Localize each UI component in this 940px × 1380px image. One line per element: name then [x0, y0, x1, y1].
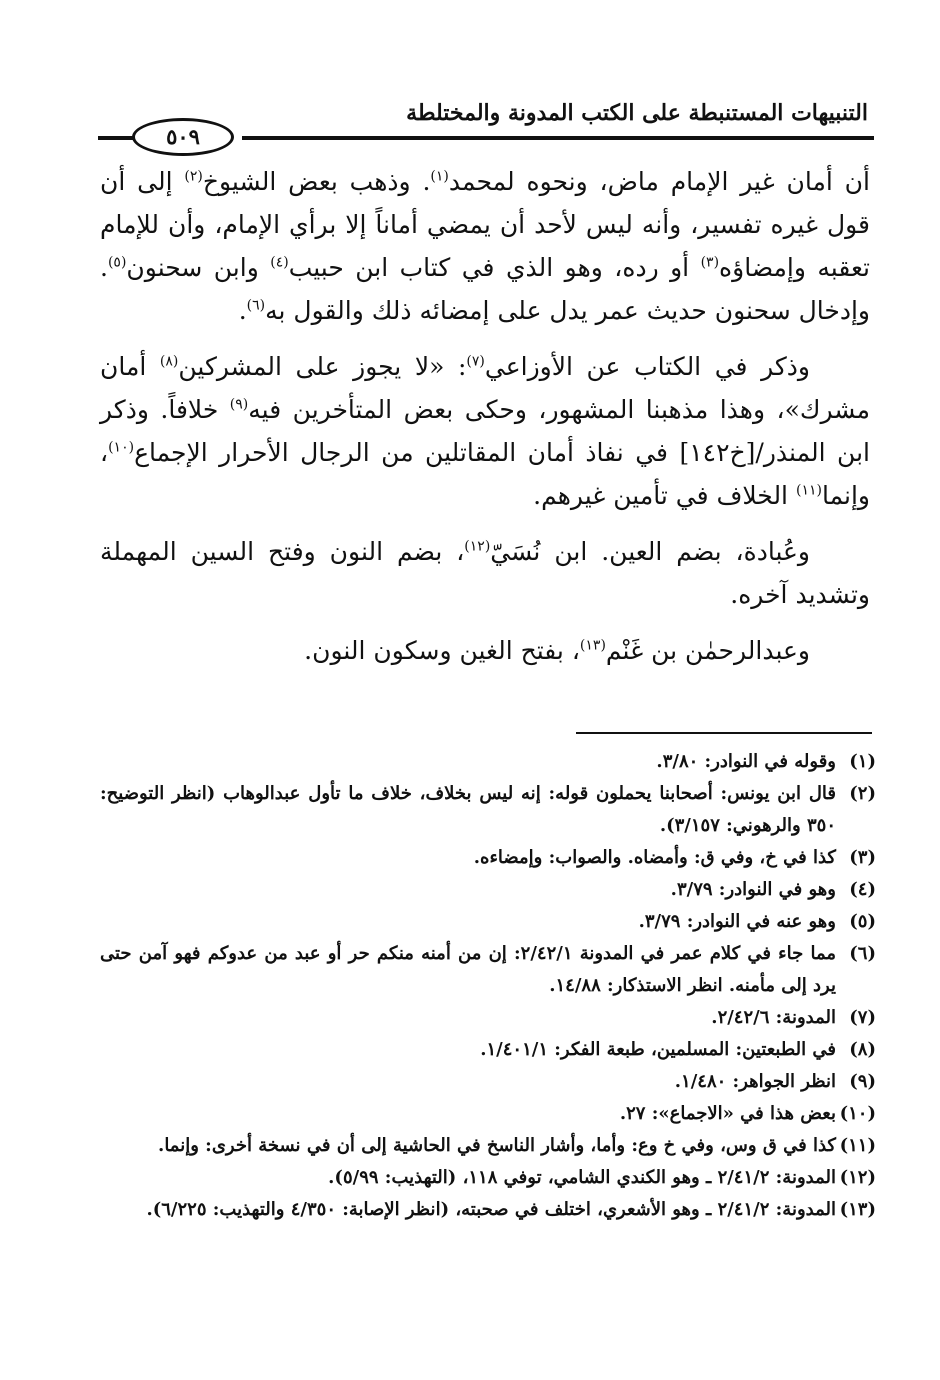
footnote-number: (١) [849, 751, 876, 772]
footnote-marker: (٤) [270, 254, 289, 271]
footnote [100, 778, 876, 842]
footnote-marker: (٢) [184, 168, 203, 185]
footnote-marker: (٧) [466, 353, 485, 370]
body-text-run: إلى أن قول غيره تفسير، وأنه ليس لأحد أن يمضي أماناً إلا برأي الإمام، وأن للإمام تعقبه وإمضاؤه [100, 167, 870, 282]
body-paragraph [100, 345, 870, 517]
footnote-number: (٨) [849, 1039, 876, 1060]
footnote-number: (٤) [849, 879, 876, 900]
body-text-run: أمان مشرك»، وهذا مذهبنا المشهور، وحكى بعض المتأخرين فيه [100, 352, 870, 424]
footnote-text: مما جاء في كلام عمر في المدونة ٢/٤٢/١: إن من أمنه منكم حر أو عبد من عدوكم فهو آمن حتى يرد إلى مأمنه. انظر الاستذكار: ١٤/٨٨. [100, 943, 836, 996]
body-text-run: الخلاف في تأمين غيرهم. [533, 481, 796, 510]
body-paragraph [100, 530, 870, 616]
footnote-number: (٣) [849, 847, 876, 868]
footnotes [100, 746, 876, 1226]
body-text-run: خلافاً. وذكر ابن المنذر/[خ١٤٢] في نفاذ أمان المقاتلين من الرجال الأحرار الإجماع [100, 395, 870, 467]
footnote-marker: (١٢) [464, 538, 491, 555]
footnote-marker: (١٣) [579, 637, 606, 654]
body-text-run: . وإدخال سحنون حديث عمر يدل على إمضائه ذلك والقول به [100, 253, 870, 325]
footnote-text: وهو عنه في النوادر: ٣/٧٩. [638, 911, 836, 932]
footnote [100, 1194, 876, 1226]
footnote-number: (٥) [849, 911, 876, 932]
body-text-run: ، بفتح الغين وسكون النون. [304, 636, 580, 665]
footnote-marker: (٨) [159, 353, 179, 370]
footnote-text: وهو في النوادر: ٣/٧٩. [670, 879, 836, 900]
footnote-text: قال ابن يونس: أصحابنا يحملون قوله: إنه ليس بخلاف، خلاف ما تأول عبدالوهاب (انظر التوضيح: ٣٥٠ والرهوني: ٣/١٥٧). [100, 783, 836, 836]
footnote-marker: (١) [430, 168, 449, 185]
footnote [100, 906, 876, 938]
body-text-run: وابن سحنون [126, 253, 271, 282]
footnote [100, 746, 876, 778]
footnote-text: المدونة: ٢/٤١/٢ ـ وهو الأشعري، اختلف في صحبته، (انظر الإصابة: ٤/٣٥٠ والتهذيب: ٦/٢٢٥). [146, 1199, 836, 1220]
body-text-run: وعبدالرحمٰن بن غَنْم [605, 636, 810, 665]
footnote-text: كذا في خ، وفي ق: وأمضاه. والصواب: وإمضاءه. [473, 847, 836, 868]
footnote-marker: (١٠) [108, 439, 135, 456]
footnote-text: المدونة: ٢/٤١/٢ ـ وهو الكندي الشامي، توفي ١١٨، (التهذيب: ٥/٩٩). [328, 1167, 836, 1188]
footnote-marker: (٣) [700, 254, 720, 271]
footnote-text: في الطبعتين: المسلمين، طبعة الفكر: ١/٤٠١/١. [480, 1039, 836, 1060]
footnote-number: (٧) [849, 1007, 876, 1028]
footnote-number: (٩) [849, 1071, 876, 1092]
footnote-divider [576, 732, 872, 734]
body-text-run: ، وإنما [100, 438, 870, 510]
footnote-marker: (٥) [107, 254, 127, 271]
header-rule-right [242, 136, 874, 140]
footnote [100, 1002, 876, 1034]
body-text-run: . وذهب بعض الشيوخ [202, 167, 431, 196]
footnote-marker: (٩) [229, 396, 249, 413]
main-text [100, 160, 870, 685]
footnote-text: بعض هذا في «الاجماع»: ٢٧. [619, 1103, 836, 1124]
footnote [100, 1130, 876, 1162]
body-paragraph [100, 629, 870, 672]
footnote-text: وقوله في النوادر: ٣/٨٠. [656, 751, 836, 772]
footnote [100, 1162, 876, 1194]
body-text-run: أن أمان غير الإمام ماض، ونحوه لمحمد [448, 167, 870, 196]
page-number: ٥٠٩ [132, 118, 234, 156]
body-paragraph [100, 160, 870, 332]
footnote-number: (١٢) [839, 1167, 876, 1188]
body-text-run: . [238, 296, 247, 325]
footnote-text: انظر الجواهر: ١/٤٨٠. [674, 1071, 836, 1092]
footnote [100, 874, 876, 906]
footnote-number: (٦) [849, 943, 876, 964]
footnote [100, 1066, 876, 1098]
body-text-run: أو رده، وهو الذي في كتاب ابن حبيب [288, 253, 701, 282]
running-title: التنبيهات المستنبطة على الكتب المدونة والمختلطة [406, 100, 868, 126]
footnote-number: (١٣) [839, 1199, 876, 1220]
footnote [100, 1098, 876, 1130]
footnote-text: كذا في ق وس، وفي خ وع: وأما، وأشار الناسخ في الحاشية إلى أن في نسخة أخرى: وإنما. [158, 1135, 836, 1156]
footnote-marker: (٦) [246, 297, 266, 314]
body-text-run: ، بضم النون وفتح السين المهملة وتشديد آخره. [100, 537, 870, 609]
footnote-text: المدونة: ٢/٤٢/٦. [711, 1007, 836, 1028]
footnote-number: (٢) [849, 783, 876, 804]
header-rule-left [98, 136, 134, 140]
body-text-run: وذكر في الكتاب عن الأوزاعي [484, 352, 810, 381]
footnote [100, 842, 876, 874]
body-text-run: : «لا يجوز على المشركين [178, 352, 467, 381]
body-text-run: وعُبادة، بضم العين. ابن نُسَيّ [490, 537, 810, 566]
footnote-marker: (١١) [795, 482, 822, 499]
footnote-number: (١٠) [839, 1103, 876, 1124]
footnote [100, 1034, 876, 1066]
footnote-number: (١١) [839, 1135, 876, 1156]
footnote [100, 938, 876, 1002]
